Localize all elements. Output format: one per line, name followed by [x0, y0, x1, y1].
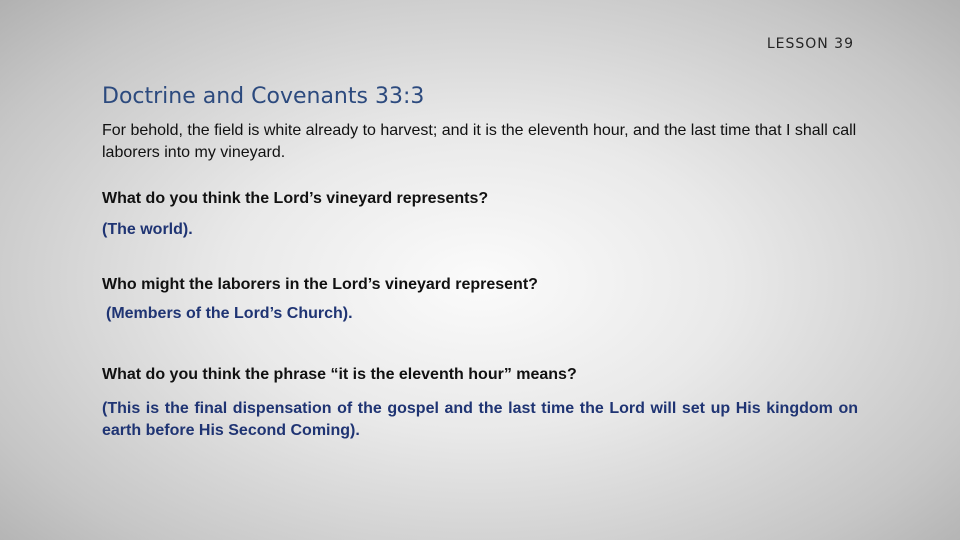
question-1: What do you think the Lord’s vineyard represents?: [102, 190, 489, 207]
scripture-verse: For behold, the field is white already to harvest; and it is the eleventh hour, and the last time that I shall call laborers into my vineyard.: [102, 122, 857, 161]
answer-1: (The world).: [102, 221, 193, 238]
question-3: What do you think the phrase “it is the eleventh hour” means?: [102, 366, 577, 383]
question-2: Who might the laborers in the Lord’s vineyard represent?: [102, 276, 538, 293]
answer-3: (This is the final dispensation of the gospel and the last time the Lord will set up His kingdom on earth before His Second Coming).: [102, 400, 858, 439]
slide-title: Doctrine and Covenants 33:3: [102, 84, 425, 109]
lesson-label: LESSON 39: [766, 36, 854, 52]
answer-2: (Members of the Lord’s Church).: [106, 305, 353, 322]
